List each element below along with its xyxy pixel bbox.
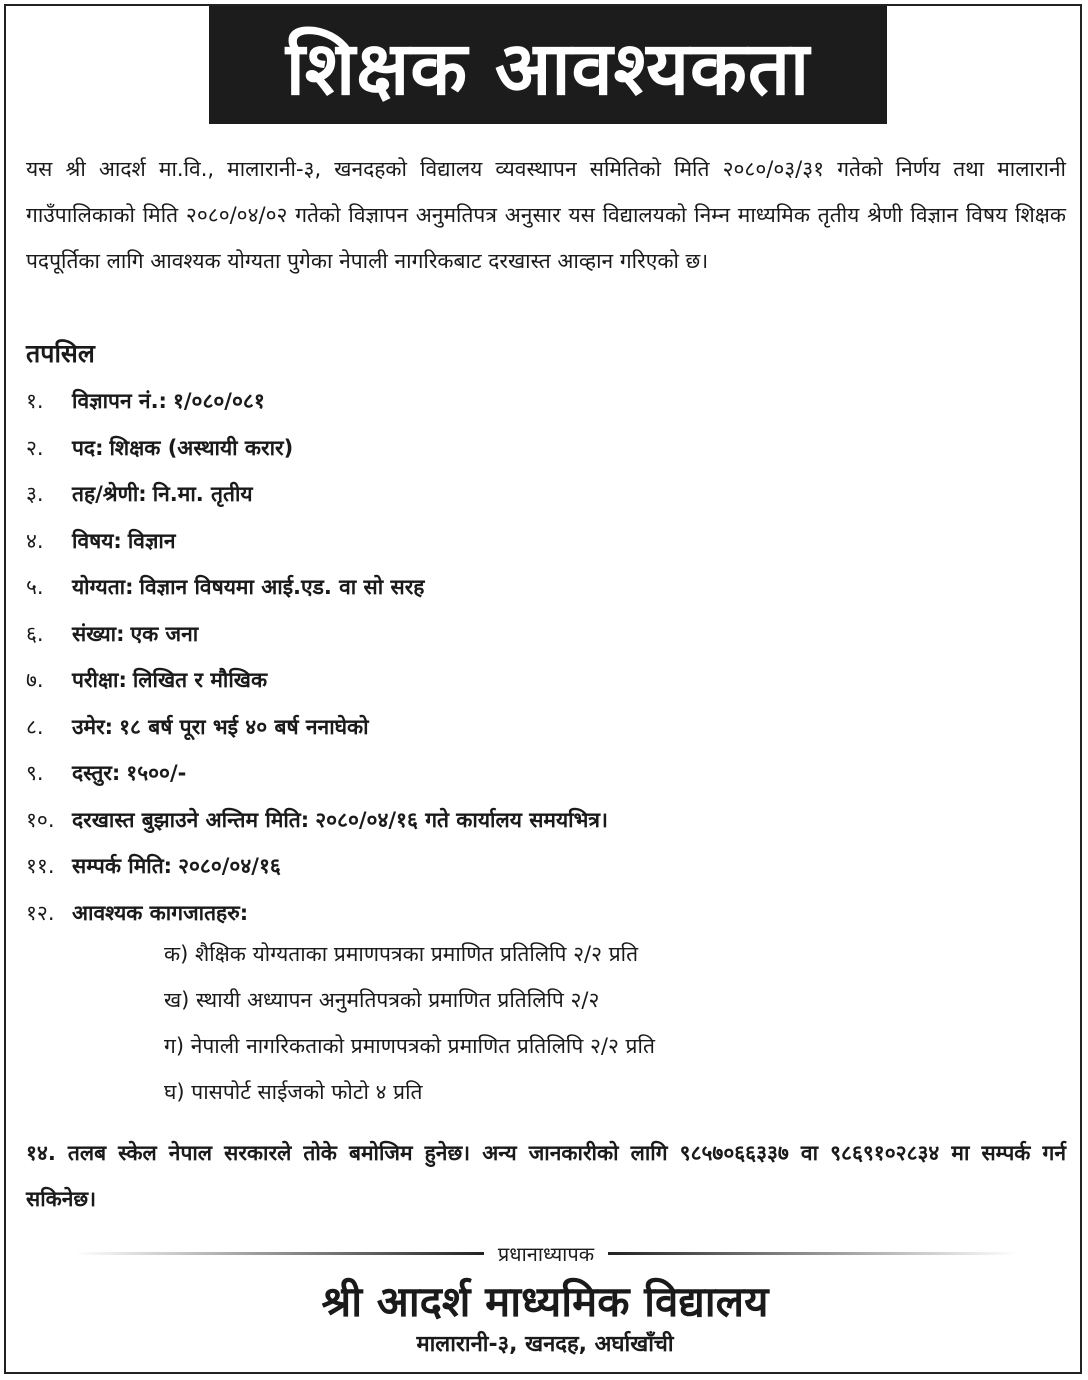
- item-value: एक जना: [130, 621, 199, 646]
- item-label: दरखास्त बुझाउने अन्तिम मिति:: [72, 807, 310, 832]
- item-number: १२.: [26, 900, 55, 925]
- item-label: आवश्यक कागजातहरु:: [72, 900, 249, 925]
- item-value: २०८०/०४/१६: [178, 854, 281, 879]
- item-number: १.: [26, 389, 44, 414]
- notice-page: [4, 4, 1082, 1374]
- intro-paragraph: यस श्री आदर्श मा.वि., मालारानी-३, खनदहको विद्यालय व्यवस्थापन समितिको मिति २०८०/०३/३१ गतेको निर्णय तथा मालारानी गाउँपालिकाको मिति २०८०/०४/०२ गतेको विज्ञापन अनुमतिपत्र अनुसार यस विद्यालयको निम्न माध्यमिक तृतीय श्रेणी विज्ञान विषय शिक्षक पदपूर्तिका लागि आवश्यक योग्यता पुगेका नेपाली नागरिकबाट दरखास्त आव्हान गरिएको छ।: [26, 157, 1066, 273]
- list-item: [26, 657, 1066, 704]
- divider: [608, 1252, 1016, 1255]
- list-item: [26, 843, 1066, 890]
- document-item: घ) पासपोर्ट साईजको फोटो ४ प्रति: [164, 1080, 423, 1104]
- item-number: ४.: [26, 528, 44, 553]
- item-label: संख्या:: [72, 621, 125, 646]
- document-item: ख) स्थायी अध्यापन अनुमतिपत्रको प्रमाणित प्रतिलिपि २/२: [164, 988, 600, 1012]
- required-documents-list: [164, 931, 655, 1115]
- list-item: [26, 378, 1066, 425]
- item-number: ९.: [26, 761, 44, 786]
- item-value: विज्ञान: [127, 528, 176, 553]
- notice-headline: शिक्षक आवश्यकता: [209, 6, 887, 124]
- document-item: ग) नेपाली नागरिकताको प्रमाणपत्रको प्रमाणित प्रतिलिपि २/२ प्रति: [164, 1034, 655, 1058]
- item-number: ५.: [26, 575, 44, 600]
- item-value: नि.मा. तृतीय: [152, 482, 253, 507]
- item-number: ७.: [26, 668, 44, 693]
- item-label: तह/श्रेणी:: [72, 482, 147, 507]
- item-label: सम्पर्क मिति:: [72, 854, 173, 879]
- list-item: [26, 564, 1066, 611]
- item-number: ११.: [26, 854, 55, 879]
- item-value: १/०८०/०८१: [172, 389, 265, 414]
- item-value: शिक्षक (अस्थायी करार): [109, 435, 294, 460]
- item-number: ६.: [26, 621, 44, 646]
- item-number: २.: [26, 435, 44, 460]
- item-value: २०८०/०४/१६ गते कार्यालय समयभित्र।: [315, 807, 608, 832]
- signature-row: [76, 1238, 1016, 1268]
- list-item: [26, 797, 1066, 844]
- list-item: [26, 611, 1066, 658]
- item-value: लिखित र मौखिक: [132, 668, 268, 693]
- item-number: ३.: [26, 482, 44, 507]
- list-item: [26, 425, 1066, 472]
- salary-contact-note: १४. तलब स्केल नेपाल सरकारले तोके बमोजिम हुनेछ। अन्य जानकारीको लागि ९८५७०६६३३७ वा ९८६९१०२८३४ मा सम्पर्क गर्न सकिनेछ।: [26, 1141, 1066, 1211]
- divider: [76, 1252, 484, 1255]
- list-item: [26, 471, 1066, 518]
- item-value: विज्ञान विषयमा आई.एड. वा सो सरह: [139, 575, 425, 600]
- list-item: [26, 750, 1066, 797]
- school-address: मालारानी-३, खनदह, अर्घाखाँची: [416, 1332, 674, 1357]
- list-item: [26, 890, 1066, 937]
- list-item: [26, 518, 1066, 565]
- item-value: १५००/-: [126, 761, 187, 786]
- item-label: परीक्षा:: [72, 668, 127, 693]
- item-label: विषय:: [72, 528, 122, 553]
- school-name: श्री आदर्श माध्यमिक विद्यालय: [321, 1277, 769, 1326]
- item-label: दस्तुर:: [72, 761, 121, 786]
- item-number: १०.: [26, 807, 55, 832]
- details-heading: तपसिल: [26, 339, 95, 368]
- document-item: क) शैक्षिक योग्यताका प्रमाणपत्रका प्रमाणित प्रतिलिपि २/२ प्रति: [164, 942, 639, 966]
- item-value: १८ बर्ष पूरा भई ४० बर्ष ननाघेको: [119, 714, 369, 739]
- details-list: [26, 378, 1066, 936]
- item-label: योग्यता:: [72, 575, 134, 600]
- item-number: ८.: [26, 714, 44, 739]
- signatory-title: प्रधानाध्यापक: [497, 1241, 595, 1266]
- list-item: [26, 704, 1066, 751]
- item-label: उमेर:: [72, 714, 114, 739]
- item-label: विज्ञापन नं.:: [72, 389, 167, 414]
- item-label: पद:: [72, 435, 104, 460]
